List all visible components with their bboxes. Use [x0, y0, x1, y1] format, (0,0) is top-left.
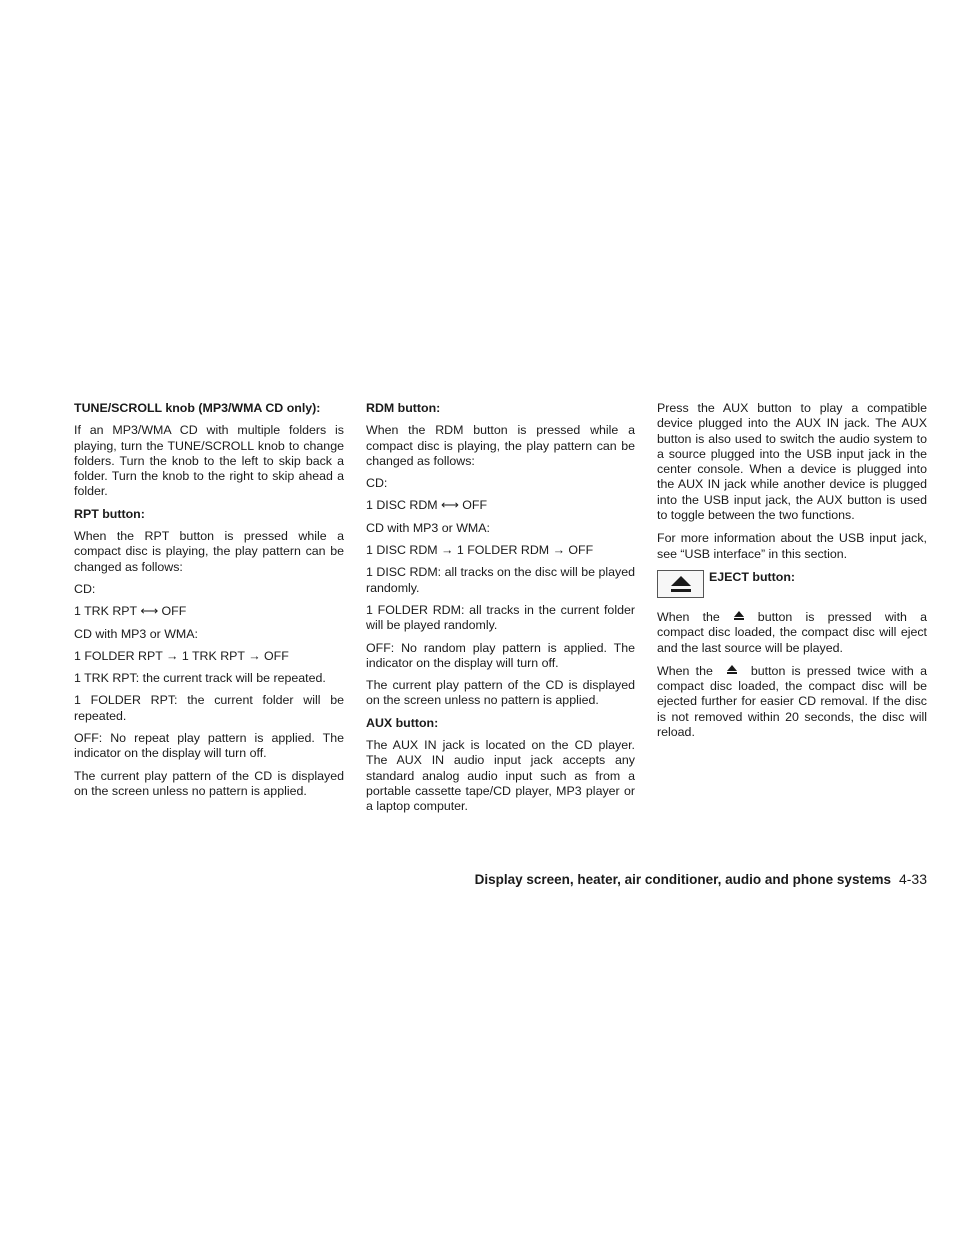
rpt-off-desc: OFF: No repeat play pattern is applied. The indicator on the display will turn off. [74, 731, 344, 761]
page-number: 4-33 [898, 871, 927, 887]
rdm-disc-desc: 1 DISC RDM: all tracks on the disc will be played randomly. [366, 565, 635, 595]
label-cd-mp3: CD with MP3 or WMA: [74, 626, 198, 641]
rdm-off-desc: OFF: No random play pattern is applied. The indicator on the display will turn off. [366, 640, 635, 670]
eject-icon [717, 666, 747, 678]
paragraph-eject-2 [657, 664, 927, 740]
rpt-mp3-pattern: 1 FOLDER RPT → 1 TRK RPT → OFF [74, 648, 289, 663]
column-right [657, 401, 927, 748]
label-cd: CD: [366, 476, 388, 491]
heading-rdm: RDM button: [366, 401, 441, 415]
paragraph-usb-ref: For more information about the USB input jack, see “USB interface” in this section. [657, 531, 927, 561]
eject-2-pre: When the [657, 663, 713, 678]
paragraph-aux: The AUX IN jack is located on the CD player. The AUX IN audio input jack accepts any standard analog audio input such as from a portable cassette tape/CD player, MP3 player or a laptop computer. [366, 738, 635, 814]
rdm-mp3-pattern: 1 DISC RDM → 1 FOLDER RDM → OFF [366, 543, 594, 558]
rdm-current-note: The current play pattern of the CD is displayed on the screen unless no pattern is applied. [366, 678, 635, 708]
eject-1-pre: When the [657, 609, 720, 624]
label-cd: CD: [74, 581, 96, 596]
paragraph-press-aux: Press the AUX button to play a compatible device plugged into the AUX IN jack. The AUX button is also used to switch the audio system to a source plugged into the USB input jack in the center console. When a device is plugged into the AUX IN jack while another device is plugged into the USB input jack, the AUX button is used to toggle between the two functions. [657, 401, 927, 523]
eject-icon [724, 612, 754, 624]
label-cd-mp3: CD with MP3 or WMA: [366, 520, 490, 535]
heading-tune-scroll: TUNE/SCROLL knob (MP3/WMA CD only): [74, 401, 321, 415]
eject-icon [657, 570, 704, 598]
heading-eject: EJECT button: [709, 569, 796, 584]
paragraph-rdm: When the RDM button is pressed while a compact disc is playing, the play pattern can be changed as follows: [366, 423, 635, 468]
heading-rpt: RPT button: [74, 506, 145, 521]
rdm-cd-pattern: 1 DISC RDM ⟷ OFF [366, 498, 488, 513]
paragraph-tune-scroll: If an MP3/WMA CD with multiple folders is playing, turn the TUNE/SCROLL knob to change folders. Turn the knob to the left to skip back a folder. Turn the knob to the right to skip ahead a folder. [74, 423, 344, 499]
rpt-folder-desc: 1 FOLDER RPT: the current folder will be repeated. [74, 693, 344, 723]
rdm-folder-desc: 1 FOLDER RDM: all tracks in the current folder will be played randomly. [366, 602, 635, 633]
paragraph-rpt: When the RPT button is pressed while a compact disc is playing, the play pattern can be changed as follows: [74, 529, 344, 574]
paragraph-eject-1 [657, 610, 927, 656]
rpt-trk-desc: 1 TRK RPT: the current track will be repeated. [74, 671, 326, 686]
eject-heading-block [657, 570, 927, 598]
rpt-current-note: The current play pattern of the CD is displayed on the screen unless no pattern is applied. [74, 768, 344, 798]
rpt-cd-pattern: 1 TRK RPT ⟷ OFF [74, 604, 187, 619]
page-footer [0, 871, 927, 887]
eject-2-post: button is pressed twice with a compact disc loaded, the compact disc will be ejected further for easier CD removal. If the disc is not removed within 20 seconds, the disc will reload. [657, 663, 927, 740]
heading-aux: AUX button: [366, 715, 439, 730]
eject-1-post: button is pressed with a compact disc loaded, the compact disc will eject and the last source will be played. [657, 609, 927, 655]
column-left [74, 401, 344, 806]
footer-section-title: Display screen, heater, air conditioner, audio and phone systems [474, 872, 891, 887]
column-middle [366, 401, 635, 822]
